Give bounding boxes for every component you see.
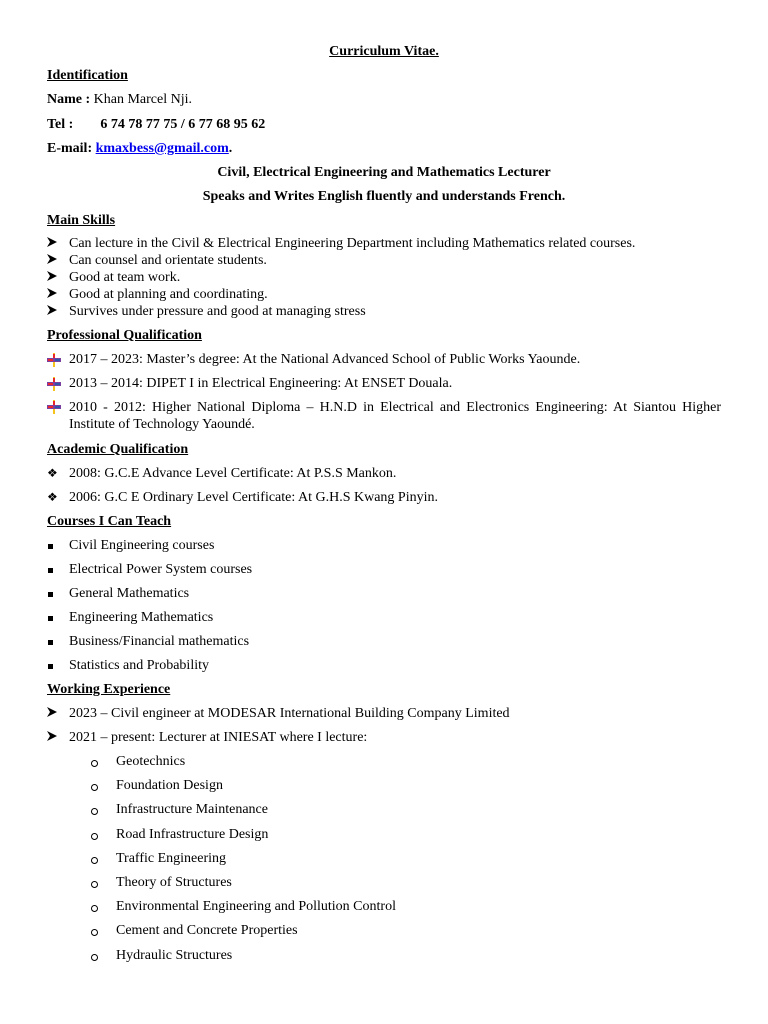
list-item-text: Geotechnics [116,754,186,769]
list-item-text: 2023 – Civil engineer at MODESAR International Building Company Limited [69,706,510,721]
list-item-text: Hydraulic Structures [116,947,233,963]
document-title: Curriculum Vitae. [329,44,439,59]
name-line [47,92,192,108]
courses-heading: Courses I Can Teach [47,514,172,529]
email-line [47,141,232,157]
academic-qualification-heading: Academic Qualification [47,442,189,457]
languages-line: Speaks and Writes English fluently and understands French. [202,189,566,204]
four-diamond-bullet-icon: ❖ [47,490,58,504]
arrow-bullet-icon [47,706,63,722]
tel-value: 6 74 78 77 75 / 6 77 68 95 62 [100,117,266,132]
list-item-text: Engineering Mathematics [69,610,214,625]
list-item-text: Can lecture in the Civil & Electrical Engineering Department including Mathematics related courses. [69,236,636,251]
name-value: Khan Marcel Nji. [93,92,193,107]
list-item-text: Civil Engineering courses [69,538,215,553]
circle-bullet-icon [91,778,107,796]
list-item-text: 2021 – present: Lecturer at INIESAT where I lecture: [69,730,368,745]
email-link[interactable]: kmaxbess@gmail.com [95,141,229,156]
list-item-text: Statistics and Probability [69,658,209,673]
square-bullet-icon [47,634,63,650]
identification-heading: Identification [47,68,128,83]
circle-bullet-icon [91,899,107,917]
colored-flag-bullet-icon [47,399,63,414]
circle-bullet-icon [91,851,107,869]
arrow-bullet-icon [47,270,63,286]
four-diamond-bullet-icon: ❖ [47,466,58,480]
arrow-bullet-icon [47,304,63,320]
list-item-text: 2008: G.C.E Advance Level Certificate: At P.S.S Mankon. [69,466,397,481]
list-item-text: Traffic Engineering [116,850,227,866]
list-item-text: Road Infrastructure Design [116,826,269,842]
list-item-text: General Mathematics [69,586,190,601]
list-item-text: Theory of Structures [116,875,232,890]
list-item-text: Good at planning and coordinating. [69,287,268,302]
square-bullet-icon [47,586,63,602]
circle-bullet-icon [91,875,107,893]
list-item-text: 2010 - 2012: Higher National Diploma – H.N.D in Electrical and Electronics Engineering: At Siantou Higher Institute of Technology Yaoundé. [69,400,721,432]
circle-bullet-icon [91,802,107,820]
arrow-bullet-icon [47,253,63,269]
tel-label: Tel : [47,117,74,132]
square-bullet-icon [47,658,63,674]
list-item-text: 2006: G.C E Ordinary Level Certificate: At G.H.S Kwang Pinyin. [69,490,438,505]
circle-bullet-icon [91,754,107,772]
tel-line [47,117,265,133]
list-item-text: Business/Financial mathematics [69,634,250,649]
list-item-text: Cement and Concrete Properties [116,923,298,939]
working-experience-heading: Working Experience [47,682,171,697]
arrow-bullet-icon [47,287,63,303]
colored-flag-bullet-icon [47,352,63,367]
square-bullet-icon [47,538,63,554]
list-item-text: Can counsel and orientate students. [69,253,267,268]
circle-bullet-icon [91,948,107,966]
list-item-text: Good at team work. [69,270,181,285]
name-label: Name : [47,92,91,107]
list-item-text: Electrical Power System courses [69,562,253,577]
square-bullet-icon [47,610,63,626]
list-item-text: 2013 – 2014: DIPET I in Electrical Engineering: At ENSET Douala. [69,376,453,391]
list-item-text: Survives under pressure and good at managing stress [69,304,366,319]
professional-qualification-heading: Professional Qualification [47,328,202,343]
role-line: Civil, Electrical Engineering and Mathematics Lecturer [217,165,551,180]
email-label: E-mail: [47,141,93,156]
colored-flag-bullet-icon [47,376,63,391]
arrow-bullet-icon [47,730,63,746]
circle-bullet-icon [91,827,107,845]
list-item-text: Foundation Design [116,778,223,794]
circle-bullet-icon [91,923,107,941]
email-suffix: . [228,141,233,156]
list-item-text: Infrastructure Maintenance [116,802,268,818]
list-item-text: Environmental Engineering and Pollution Control [116,899,396,915]
main-skills-heading: Main Skills [47,213,116,228]
arrow-bullet-icon [47,236,63,252]
square-bullet-icon [47,562,63,578]
list-item-text: 2017 – 2023: Master’s degree: At the National Advanced School of Public Works Yaounde. [69,352,581,367]
